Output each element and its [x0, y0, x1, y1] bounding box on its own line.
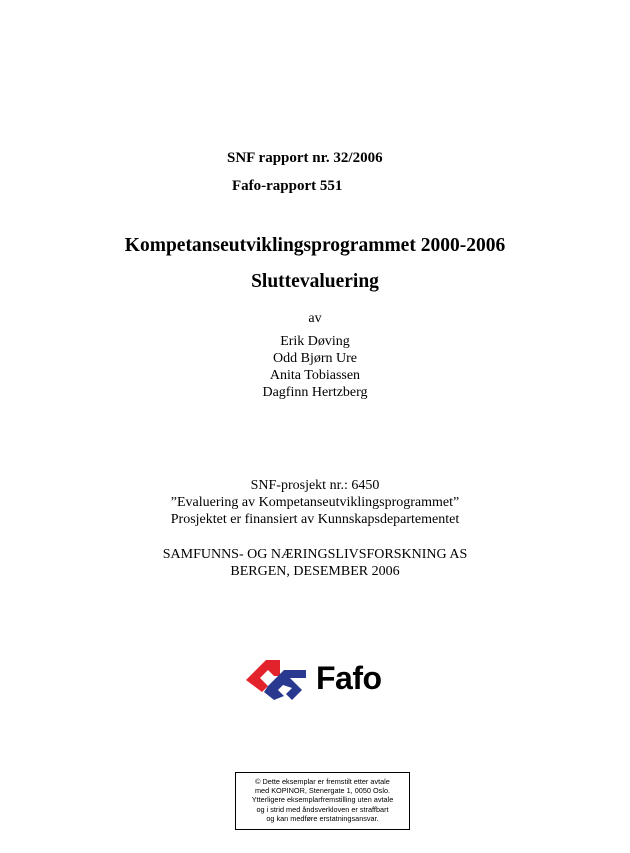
- fafo-report-number: Fafo-rapport 551: [232, 178, 343, 194]
- publisher-name: SAMFUNNS- OG NÆRINGSLIVSFORSKNING AS: [162, 547, 468, 562]
- copyright-line: og kan medføre erstatningsansvar.: [266, 813, 379, 823]
- fafo-logo-icon: [244, 656, 310, 704]
- author: Odd Bjørn Ure: [273, 351, 357, 366]
- author: Dagfinn Hertzberg: [262, 385, 368, 400]
- copyright-notice-box: [235, 772, 410, 830]
- copyright-line: Ytterligere eksemplarfremstilling uten avtale: [251, 795, 394, 805]
- author: Anita Tobiassen: [269, 368, 361, 383]
- copyright-line: © Dette eksemplar er fremstilt etter avtale: [255, 777, 390, 786]
- by-label: av: [308, 311, 322, 326]
- project-name: ”Evaluering av Kompetanseutviklingsprogrammet”: [170, 495, 460, 510]
- project-number: SNF-prosjekt nr.: 6450: [250, 478, 380, 493]
- copyright-line: med KOPINOR, Stenergate 1, 0050 Oslo.: [254, 786, 391, 796]
- snf-report-number: SNF rapport nr. 32/2006: [227, 150, 383, 166]
- copyright-line: og i strid med åndsverkloven er straffbart: [256, 804, 389, 814]
- project-info: [0, 477, 630, 528]
- project-funding: Prosjektet er finansiert av Kunnskapsdepartementet: [170, 512, 460, 527]
- publisher-info: [0, 546, 630, 580]
- subtitle: Sluttevaluering: [251, 271, 379, 292]
- author-list: [0, 333, 630, 401]
- fafo-logo: [244, 656, 394, 704]
- main-title: Kompetanseutviklingsprogrammet 2000-2006: [124, 235, 506, 256]
- publisher-place-date: BERGEN, DESEMBER 2006: [230, 564, 400, 579]
- author: Erik Døving: [280, 334, 350, 349]
- fafo-logo-text: Fafo: [316, 660, 382, 696]
